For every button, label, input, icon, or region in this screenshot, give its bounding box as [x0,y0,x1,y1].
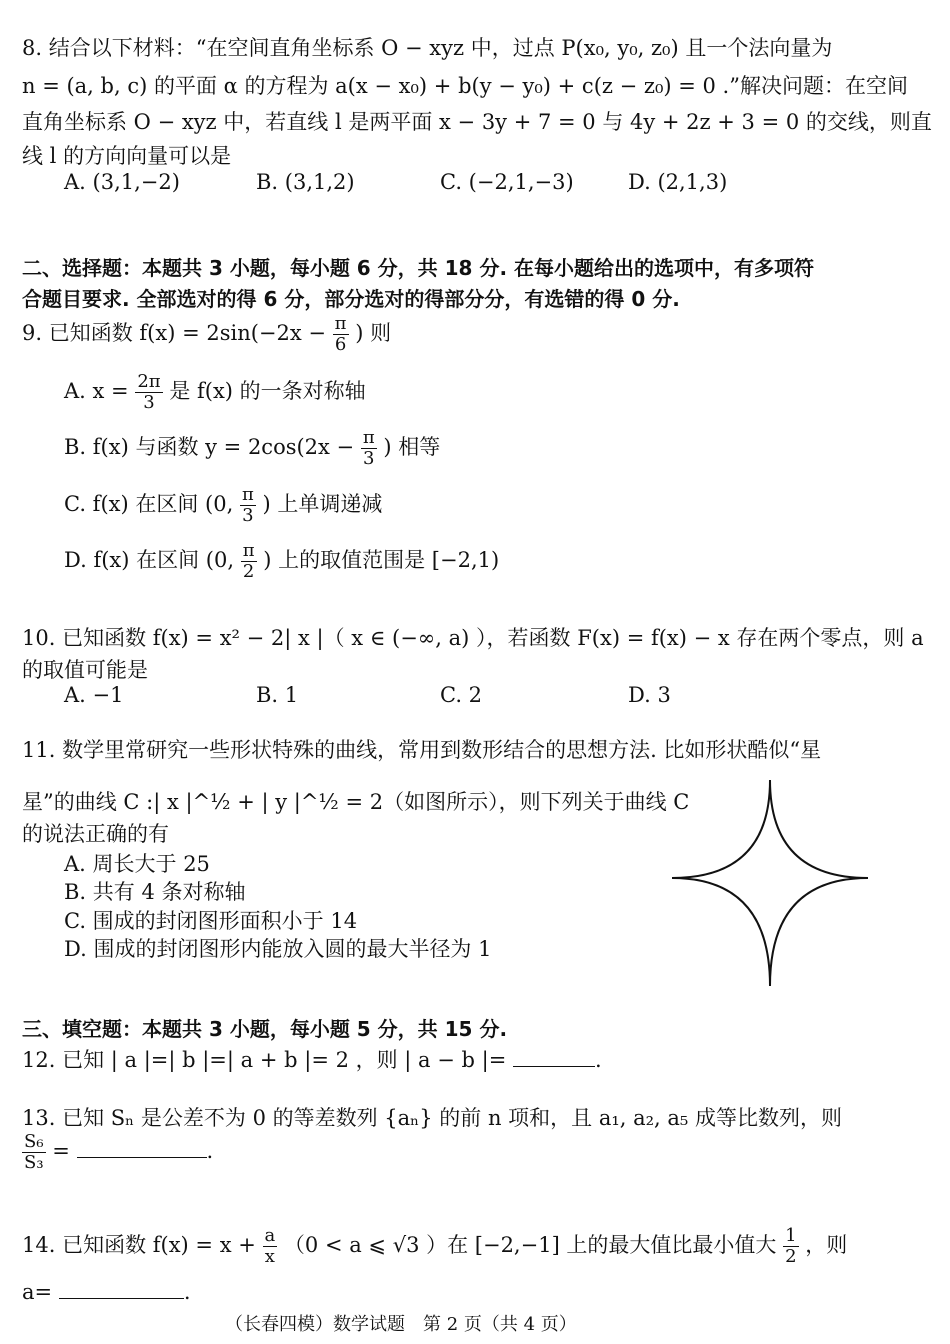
q9-stem: 9. 已知函数 f(x) = 2sin(−2x − $\frac{\pi}{6}$ ) 则 [22,313,392,355]
q8-line4: 线 l 的方向向量可以是 [22,144,232,168]
q11-line1: 11. 数学里常研究一些形状特殊的曲线，常用到数形结合的思想方法. 比如形状酷似“星 [22,738,822,762]
q11-option-a: A. 周长大于 25 [64,852,210,876]
q12-answer-blank[interactable] [513,1065,595,1067]
section2-line1: 二、选择题：本题共 3 小题，每小题 6 分，共 18 分. 在每小题给出的选项中，有多项符 [22,256,815,280]
q10-line1: 10. 已知函数 f(x) = x² − 2| x |（ x ∈ (−∞, a) ），若函数 F(x) = f(x) − x 存在两个零点，则 a [22,626,924,650]
q12: 12. 已知 | a |=| b |=| a + b |= 2 ，则 | a − b |= . [22,1048,602,1072]
q8-option-c: C. (−2,1,−3) [440,170,574,194]
q10-option-c: C. 2 [440,683,483,707]
q13-line1: 13. 已知 Sₙ 是公差不为 0 的等差数列 {aₙ} 的前 n 项和，且 a₁, a₂, a₅ 成等比数列，则 [22,1106,843,1130]
q14-line1: 14. 已知函数 f(x) = x + $\frac{a}{x}$ （0 < a ⩽ √3 ）在 [−2,−1] 上的最大值比最小值大 $\frac{1}{2}$ ，则 [22,1225,848,1267]
q10-option-b: B. 1 [256,683,299,707]
page-footer: （长春四模）数学试题 第 2 页（共 4 页） [225,1314,577,1335]
q10-option-a: A. −1 [64,683,124,707]
astroid-curve-figure [670,778,870,988]
q8-option-b: B. (3,1,2) [256,170,355,194]
q9-option-c: C. f(x) 在区间 (0, $\frac{\pi}{3}$ ) 上单调递减 [64,484,383,526]
q10-line2: 的取值可能是 [22,658,148,682]
q13-line2: $\frac{\text{S₆}}{\text{S₃}}$ = . [24,1131,214,1173]
q8-line2: n = (a, b, c) 的平面 α 的方程为 a(x − x₀) + b(y − y₀) + c(z − z₀) = 0 .”解决问题：在空间 [22,74,908,98]
q8-option-d: D. (2,1,3) [628,170,728,194]
q11-line2: 星”的曲线 C :| x |^½ + | y |^½ = 2（如图所示），则下列关于曲线 C [22,790,690,814]
q11-line3: 的说法正确的有 [22,822,169,846]
q11-option-b: B. 共有 4 条对称轴 [64,880,246,904]
q8-line1: 8. 结合以下材料：“在空间直角坐标系 O − xyz 中，过点 P(x₀, y₀, z₀) 且一个法向量为 [22,36,833,60]
q9-stem-fraction: $\frac{\pi}{6}$ [334,313,347,355]
section2-line2: 合题目要求. 全部选对的得 6 分，部分选对的得部分分，有选错的得 0 分. [22,287,680,311]
q14-line2: a= . [22,1280,191,1304]
q11-option-c: C. 围成的封闭图形面积小于 14 [64,909,358,933]
q13-answer-blank[interactable] [77,1156,207,1158]
q9-option-b: B. f(x) 与函数 y = 2cos(2x − $\frac{\pi}{3}$ ) 相等 [64,427,441,469]
q8-option-a: A. (3,1,−2) [64,170,180,194]
astroid-curve [672,780,868,986]
q11-option-d: D. 围成的封闭图形内能放入圆的最大半径为 1 [64,937,492,961]
q8-line3: 直角坐标系 O − xyz 中，若直线 l 是两平面 x − 3y + 7 = 0 与 4y + 2z + 3 = 0 的交线，则直 [22,110,932,134]
q9-option-d: D. f(x) 在区间 (0, $\frac{\pi}{2}$ ) 上的取值范围是 [−2,1) [64,540,500,582]
q10-option-d: D. 3 [628,683,671,707]
q14-answer-blank[interactable] [59,1297,184,1299]
section3-line1: 三、填空题：本题共 3 小题，每小题 5 分，共 15 分. [22,1017,508,1041]
q9-option-a: A. x = $\frac{2\pi}{3}$ 是 f(x) 的一条对称轴 [64,371,366,413]
